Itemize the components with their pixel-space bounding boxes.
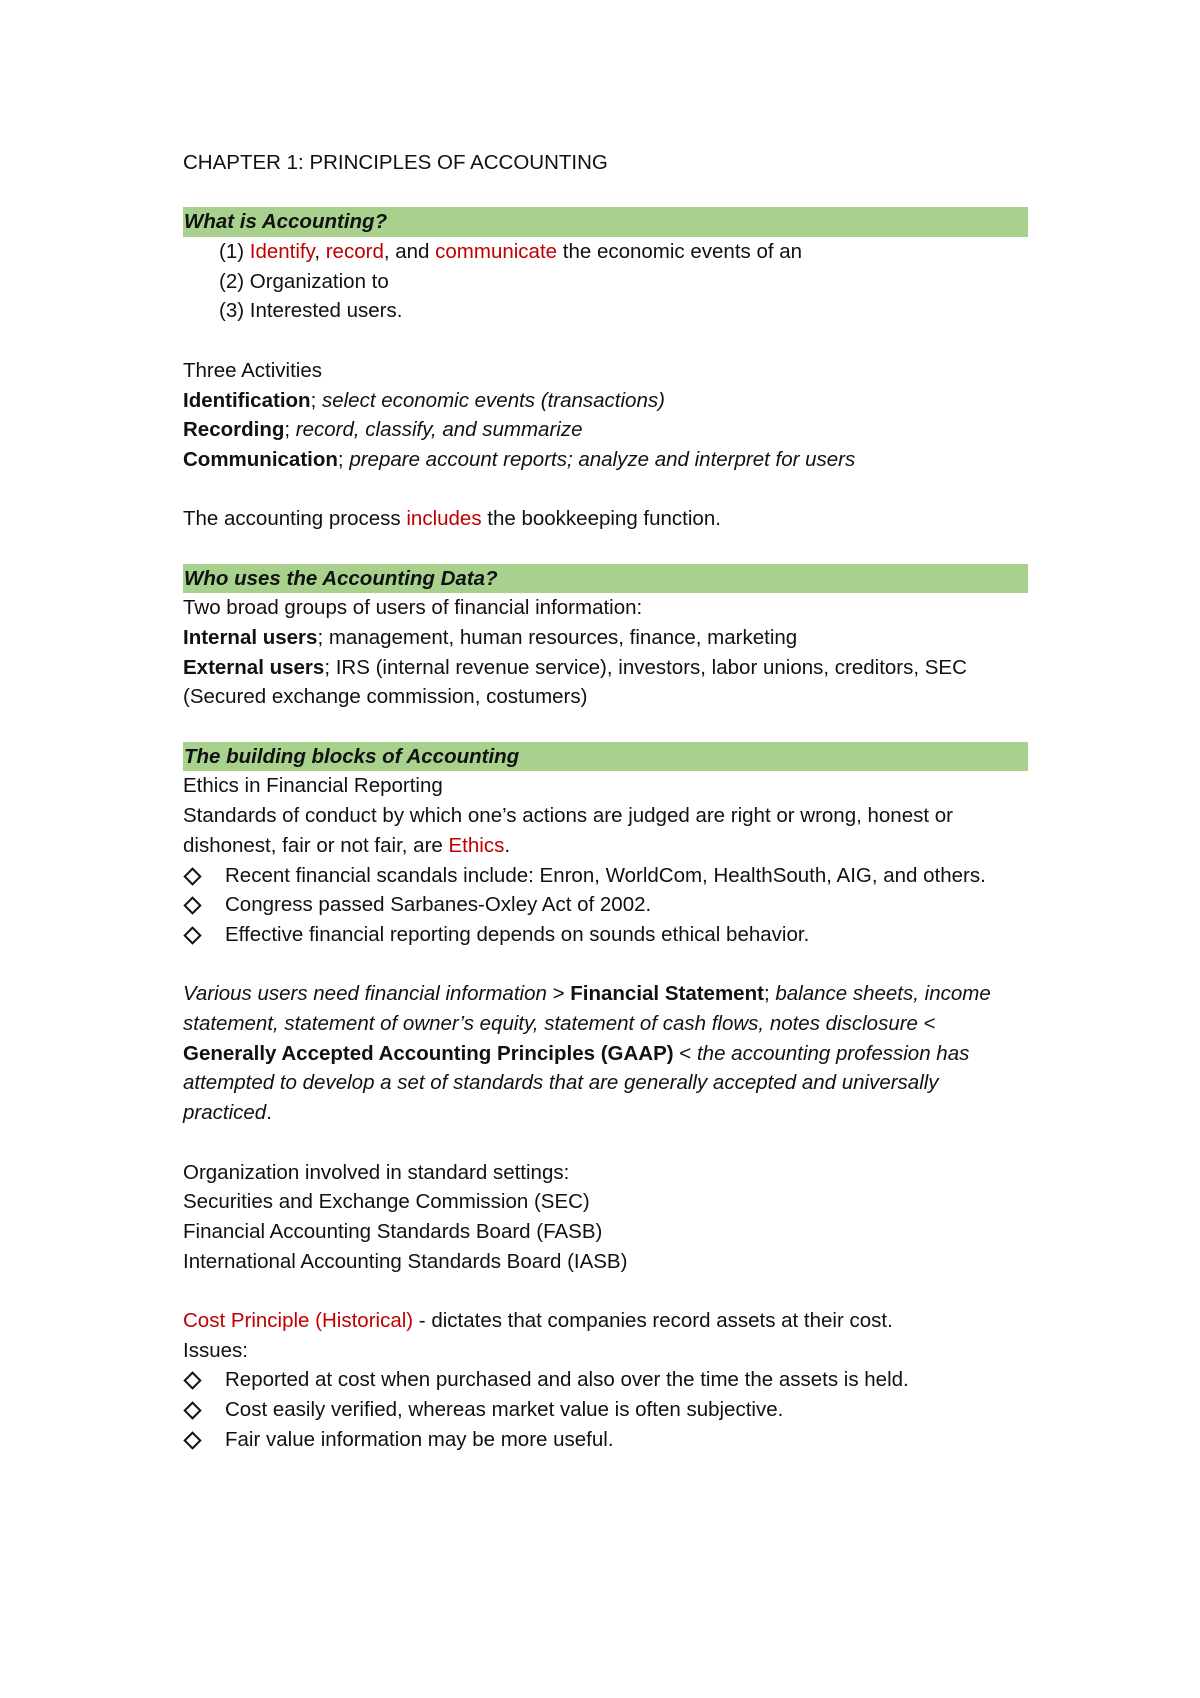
text: (1) [219, 240, 250, 264]
text: Standards of conduct by which one’s actions are judged are right or wrong, honest or dishonest, fair or not fair, are [183, 804, 953, 857]
section-heading-building-blocks: The building blocks of Accounting [183, 742, 1028, 772]
diamond-bullet-icon [183, 1401, 201, 1419]
diamond-bullet-icon [183, 1372, 201, 1390]
highlight-identify: Identify [249, 240, 315, 264]
text: - dictates that companies record assets at their cost. [413, 1309, 893, 1332]
highlight-includes: includes [406, 507, 482, 531]
list-item-text: Reported at cost when purchased and also over the time the assets is held. [225, 1368, 909, 1392]
text: The accounting process [183, 507, 407, 531]
text: < [673, 1041, 697, 1065]
text: balance sheets, income statement, statement of owner’s equity, statement of cash flows, notes disclosure [183, 982, 991, 1036]
list-item [183, 861, 1028, 891]
text: the bookkeeping function. [481, 507, 721, 531]
text: > [546, 982, 571, 1006]
text: the accounting profession has attempted to develop a set of standards that are generally accepted and universally practiced [183, 1041, 970, 1125]
process-sentence [183, 504, 1028, 534]
term: External users [183, 655, 325, 679]
list-item [183, 1395, 1028, 1425]
ethics-title: Ethics in Financial Reporting [183, 774, 443, 798]
list-item [183, 1425, 1028, 1455]
list-item-text: Cost easily verified, whereas market value is often subjective. [225, 1398, 784, 1422]
text: Various users need financial information [183, 982, 547, 1006]
term-gaap: Generally Accepted Accounting Principles (GAAP) [183, 1041, 674, 1065]
description: ; management, human resources, finance, marketing [317, 626, 798, 649]
term: Internal users [183, 626, 318, 649]
highlight-record: record [325, 240, 384, 264]
term: Communication [183, 447, 338, 471]
text: . [504, 833, 511, 857]
text: , and [383, 240, 436, 264]
chapter-title: CHAPTER 1: PRINCIPLES OF ACCOUNTING [183, 151, 608, 174]
diamond-bullet-icon [183, 926, 201, 944]
external-users [183, 653, 1028, 712]
definition-line-1 [183, 237, 1028, 267]
term: Identification [183, 388, 311, 412]
activity-recording [183, 415, 1028, 445]
term: Recording [183, 418, 285, 442]
org-item-sec: Securities and Exchange Commission (SEC) [183, 1190, 590, 1214]
list-item-text: Congress passed Sarbanes-Oxley Act of 2002. [225, 893, 652, 917]
term-financial-statement: Financial Statement [570, 982, 764, 1006]
activities-title: Three Activities [183, 358, 322, 382]
list-item [183, 920, 1028, 950]
users-intro: Two broad groups of users of financial information: [183, 596, 643, 620]
definition-line-3: (3) Interested users. [219, 299, 403, 323]
highlight-cost-principle: Cost Principle (Historical) [183, 1309, 414, 1332]
financial-statement-paragraph [183, 979, 1028, 1128]
separator: ; [310, 388, 322, 412]
description: select economic events (transactions) [321, 388, 665, 412]
cost-principle [183, 1306, 1028, 1336]
diamond-bullet-icon [183, 1431, 201, 1449]
description: ; IRS (internal revenue service), investors, labor unions, creditors, SEC (Secured exchange commission, costumers) [183, 655, 967, 709]
issues-title: Issues: [183, 1338, 248, 1362]
list-item [183, 890, 1028, 920]
list-item-text: Recent financial scandals include: Enron, WorldCom, HealthSouth, AIG, and others. [225, 863, 986, 887]
document-content [183, 148, 1028, 1454]
activity-identification [183, 386, 1028, 416]
org-item-iasb: International Accounting Standards Board (IASB) [183, 1249, 628, 1273]
separator: ; [337, 447, 350, 471]
list-item [183, 1365, 1028, 1395]
org-title: Organization involved in standard settings: [183, 1160, 570, 1184]
diamond-bullet-icon [183, 897, 201, 915]
text: ; [763, 982, 776, 1006]
highlight-ethics: Ethics [448, 833, 505, 857]
activity-communication [183, 445, 1028, 475]
description: record, classify, and summarize [295, 418, 583, 442]
text: the economic events of an [557, 240, 803, 264]
highlight-communicate: communicate [435, 240, 558, 264]
text: . [266, 1101, 272, 1125]
diamond-bullet-icon [183, 867, 201, 885]
list-item-text: Effective financial reporting depends on sounds ethical behavior. [225, 922, 810, 946]
text: < [917, 1012, 936, 1036]
list-item-text: Fair value information may be more useful. [225, 1427, 614, 1451]
text: , [314, 240, 326, 264]
section-heading-who-uses: Who uses the Accounting Data? [183, 564, 1028, 594]
separator: ; [284, 418, 296, 442]
internal-users [183, 623, 1028, 653]
definition-line-2: (2) Organization to [219, 269, 389, 293]
section-heading-what-is-accounting: What is Accounting? [183, 207, 1028, 237]
org-item-fasb: Financial Accounting Standards Board (FASB) [183, 1219, 603, 1243]
description: prepare account reports; analyze and interpret for users [349, 447, 856, 471]
ethics-definition [183, 801, 1028, 860]
